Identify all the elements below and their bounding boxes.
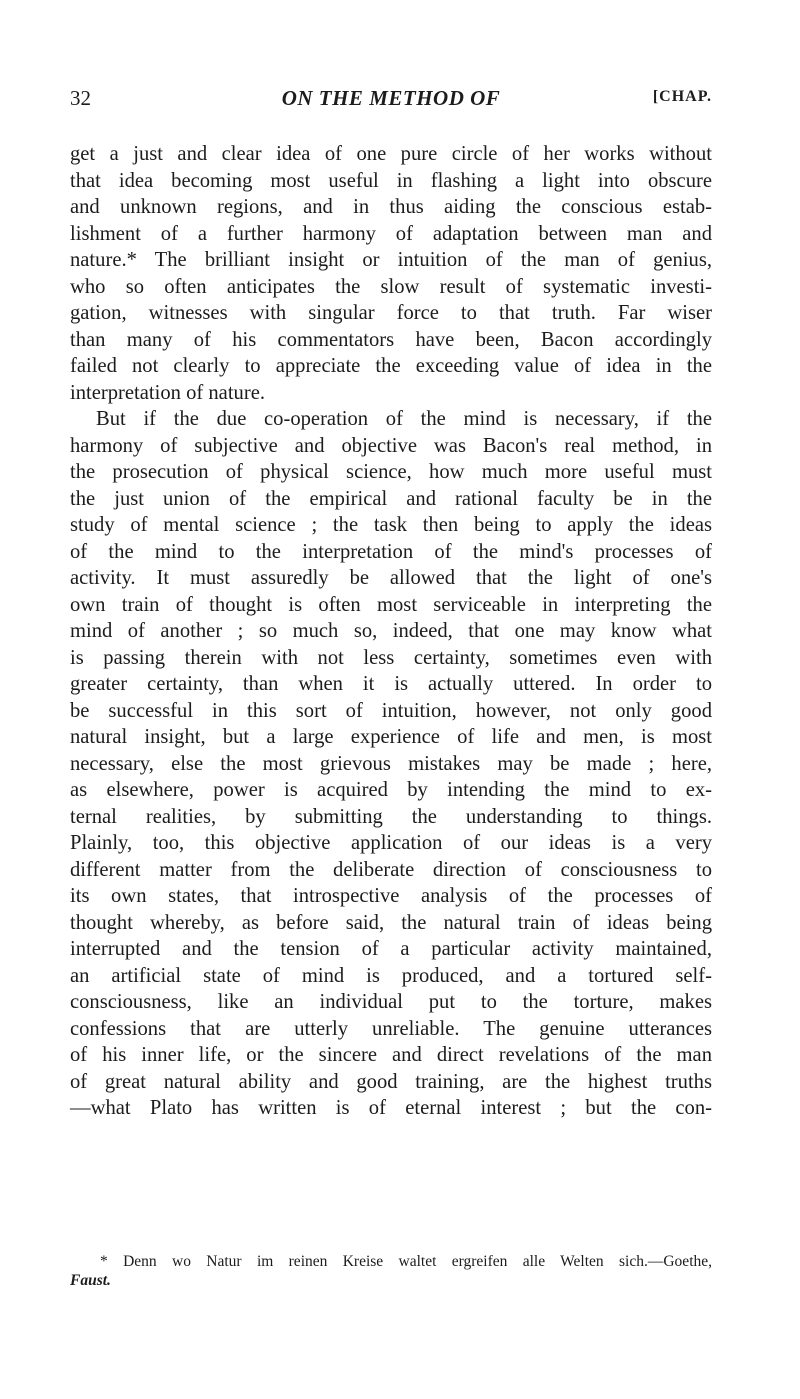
text-line: thought whereby, as before said, the natural train of ideas being [70,911,712,934]
text-line: own train of thought is often most serviceable in interpreting the [70,593,712,616]
text-line: that idea becoming most useful in flashing a light into obscure [70,169,712,192]
text-line: than many of his commentators have been, Bacon accordingly [70,328,712,351]
text-line: failed not clearly to appreciate the exceeding value of idea in the [70,355,712,377]
text-line: consciousness, like an individual put to the torture, makes [70,991,712,1013]
text-line: an artificial state of mind is produced, and a tortured self- [70,964,712,987]
page-header [70,86,712,116]
text-line: mind of another ; so much so, indeed, that one may know what [70,620,712,642]
text-line: ternal realities, by submitting the understanding to things. [70,805,712,828]
chapter-marker: [CHAP. [652,88,712,105]
text-line: be successful in this sort of intuition, however, not only good [70,699,712,722]
text-line: nature.* The brilliant insight or intuition of the man of genius, [70,249,712,271]
text-line: of his inner life, or the sincere and direct revelations of the man [70,1044,712,1066]
text-line: confessions that are utterly unreliable. The genuine utterances [70,1017,712,1040]
text-line: of the mind to the interpretation of the mind's processes of [70,540,712,563]
text-line: is passing therein with not less certainty, sometimes even with [70,646,712,669]
text-line: of great natural ability and good training, are the highest truths [70,1070,712,1093]
text-line: interpretation of nature. [70,381,265,404]
text-line: who so often anticipates the slow result of systematic investi- [70,275,712,298]
text-line: its own states, that introspective analysis of the processes of [70,885,712,907]
text-line: interrupted and the tension of a particular activity maintained, [70,938,712,960]
text-line: Plainly, too, this objective application of our ideas is a very [70,832,712,854]
text-line: activity. It must assuredly be allowed that the light of one's [70,567,712,589]
text-line: different matter from the deliberate direction of consciousness to [70,858,712,881]
text-line: get a just and clear idea of one pure circle of her works without [70,143,712,165]
footnote-source: Faust. [70,1272,111,1289]
text-line: necessary, else the most grievous mistakes may be made ; here, [70,752,712,775]
text-line: the just union of the empirical and rational faculty be in the [70,487,712,510]
text-line: natural insight, but a large experience of life and men, is most [70,726,712,748]
running-head: ON THE METHOD OF [281,86,501,110]
text-line: and unknown regions, and in thus aiding the conscious estab- [70,196,712,218]
text-line: study of mental science ; the task then being to apply the ideas [70,514,712,536]
footnote-line: * Denn wo Natur im reinen Kreise waltet ergreifen alle Welten sich.—Goethe, [100,1253,712,1270]
text-line: —what Plato has written is of eternal interest ; but the con- [70,1097,712,1119]
text-line: as elsewhere, power is acquired by intending the mind to ex- [70,779,712,801]
text-line: But if the due co-operation of the mind is necessary, if the [96,408,712,430]
text-line: greater certainty, than when it is actually uttered. In order to [70,673,712,695]
text-line: harmony of subjective and objective was Bacon's real method, in [70,434,712,457]
page-number: 32 [70,86,91,110]
footnote [70,1252,712,1290]
body-text [70,141,712,1122]
text-line: lishment of a further harmony of adaptation between man and [70,222,712,245]
text-line: the prosecution of physical science, how much more useful must [70,461,712,483]
text-line: gation, witnesses with singular force to that truth. Far wiser [70,302,712,324]
